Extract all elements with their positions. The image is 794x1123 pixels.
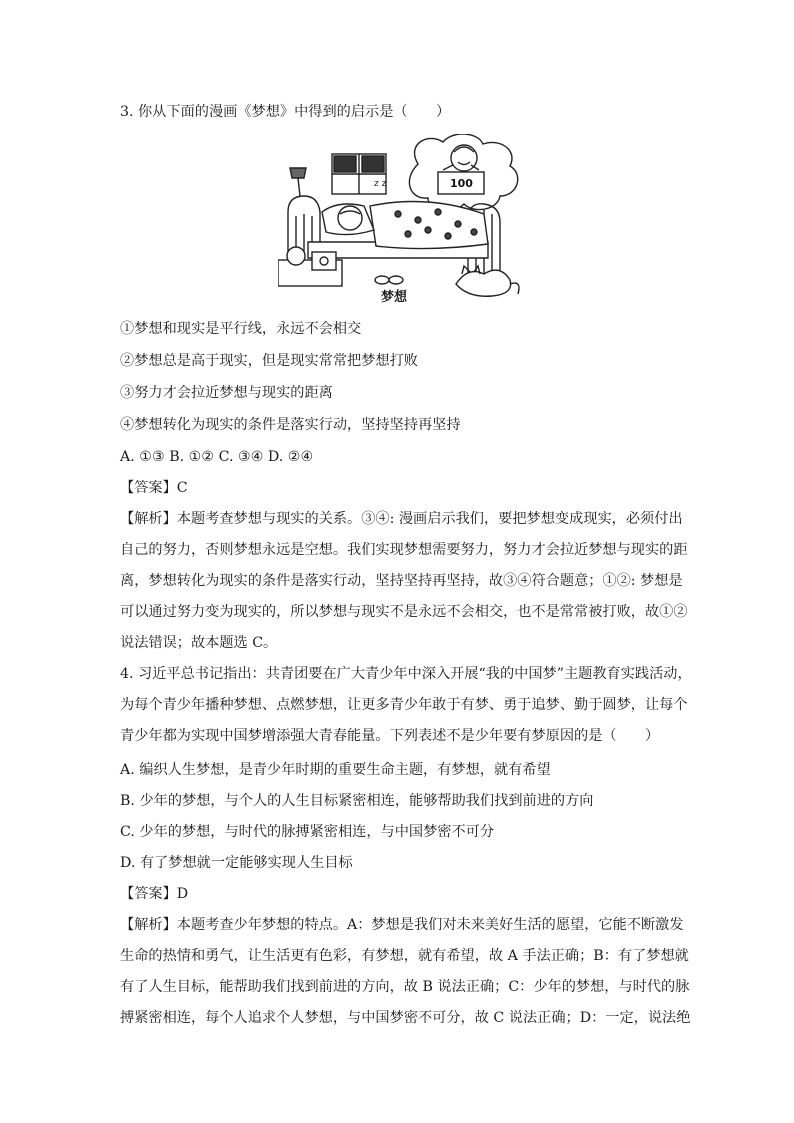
q4-analysis <box>120 910 691 1034</box>
q3-analysis-line: 离，梦想转化为现实的条件是落实行动，坚持坚持再坚持，故③④符合题意；①②: 梦想是 <box>120 573 683 589</box>
q4-analysis-line: 有了人生目标，能帮助我们找到前进的方向，故 B 说法正确；C：少年的梦想，与时代的脉 <box>120 979 690 995</box>
q4-stem <box>120 659 692 752</box>
q4-option-c: C. 少年的梦想，与时代的脉搏紧密相连，与中国梦密不可分 <box>120 824 495 840</box>
dream-cartoon-illustration <box>278 134 526 306</box>
q3-item-1: ①梦想和现实是平行线，永远不会相交 <box>120 321 362 337</box>
question-3-stem: 3. 你从下面的漫画《梦想》中得到的启示是（ ） <box>120 104 451 120</box>
svg-text:z z: z z <box>374 179 387 189</box>
q4-option-b: B. 少年的梦想，与个人的人生目标紧密相连，能够帮助我们找到前进的方向 <box>120 793 594 809</box>
q4-analysis-line: 搏紧密相连，每个人追求个人梦想，与中国梦密不可分，故 C 说法正确；D：一定，说法绝 <box>120 1010 691 1026</box>
q3-item-2: ②梦想总是高于现实，但是现实常常把梦想打败 <box>120 353 418 369</box>
q4-stem-line: 为每个青少年播种梦想、点燃梦想，让更多青少年敢于有梦、勇于追梦、勤于圆梦，让每个 <box>120 697 688 713</box>
q3-analysis-line: 自己的努力，否则梦想永远是空想。我们实现梦想需要努力，努力才会拉近梦想与现实的距 <box>120 542 688 558</box>
q4-stem-line: 青少年都为实现中国梦增添强大青春能量。下列表述不是少年要有梦原因的是（ ） <box>120 728 660 744</box>
q3-answer: 【答案】C <box>120 480 188 496</box>
q4-answer: 【答案】D <box>120 886 189 902</box>
q3-analysis-line: 【解析】本题考查梦想与现实的关系。③④: 漫画启示我们，要把梦想变成现实，必须付出 <box>120 511 683 527</box>
q4-option-a: A. 编织人生梦想，是青少年时期的重要生命主题，有梦想，就有希望 <box>120 762 551 778</box>
q3-item-4: ④梦想转化为现实的条件是落实行动，坚持坚持再坚持 <box>120 417 461 433</box>
q3-analysis-line: 说法错误；故本题选 C。 <box>120 635 278 651</box>
q3-item-3: ③努力才会拉近梦想与现实的距离 <box>120 385 333 401</box>
q4-analysis-line: 生命的热情和勇气，让生活更有色彩，有梦想，就有希望，故 A 手法正确；B：有了梦想就 <box>120 948 689 964</box>
figure-caption: 梦想 <box>381 290 408 305</box>
q3-options: A. ①③ B. ①② C. ③④ D. ②④ <box>120 449 314 465</box>
q4-analysis-line: 【解析】本题考查少年梦想的特点。A：梦想是我们对未来美好生活的愿望，它能不断激发 <box>120 917 684 933</box>
bubble-score-text: 100 <box>450 177 473 190</box>
q4-stem-line: 4. 习近平总书记指出：共青团要在广大青少年中深入开展“我的中国梦”主题教育实践活动， <box>120 666 692 682</box>
q4-option-d: D. 有了梦想就一定能够实现人生目标 <box>120 855 353 871</box>
q3-analysis <box>120 504 688 659</box>
q3-analysis-line: 可以通过努力变为现实的，所以梦想与现实不是永远不会相交，也不是常常被打败，故①② <box>120 604 688 620</box>
